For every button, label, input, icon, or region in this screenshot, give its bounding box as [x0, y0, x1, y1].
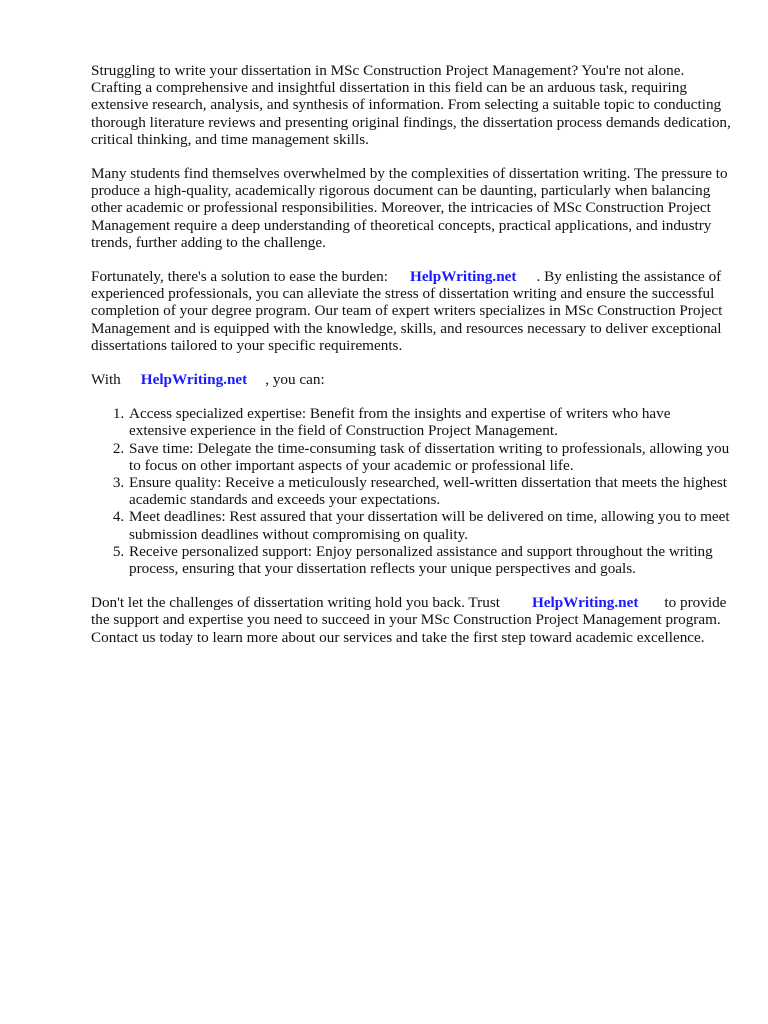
list-item: 3. Ensure quality: Receive a meticulously researched, well-written dissertation that meets the highest academic standards and exceeds your expectations.	[128, 474, 731, 508]
document-page	[91, 62, 731, 663]
list-item: 4. Meet deadlines: Rest assured that your dissertation will be delivered on time, allowing you to meet submission deadlines without compromising on quality.	[128, 508, 731, 542]
list-item: 5. Receive personalized support: Enjoy personalized assistance and support throughout the writing process, ensuring that your dissertation reflects your unique perspectives and goals.	[128, 543, 731, 577]
with-text-before: With	[91, 371, 121, 389]
closing-text-after: to provide the support and expertise you need to succeed in your MSc Construction Project Management program. Contact us today to learn more about our services and take the first step toward academic excellence.	[91, 594, 727, 646]
with-paragraph	[91, 371, 731, 388]
helpwriting-link[interactable]: HelpWriting.net	[410, 268, 517, 286]
closing-text-before: Don't let the challenges of dissertation writing hold you back. Trust	[91, 594, 500, 612]
challenge-paragraph: Many students find themselves overwhelmed by the complexities of dissertation writing. The pressure to produce a high-quality, academically rigorous document can be daunting, particularly when balancing other academic or professional responsibilities. Moreover, the intricacies of MSc Construction Project Management require a deep understanding of theoretical concepts, practical applications, and industry trends, further adding to the challenge.	[91, 165, 728, 251]
closing-paragraph	[91, 594, 731, 646]
benefits-list	[91, 405, 731, 577]
solution-text-before: Fortunately, there's a solution to ease the burden:	[91, 268, 388, 286]
helpwriting-link[interactable]: HelpWriting.net	[531, 594, 639, 612]
solution-text-after: . By enlisting the assistance of experienced professionals, you can alleviate the stress of dissertation writing and ensure the successful completion of your degree program. Our team of expert writers specializes in MSc Construction Project Management and is equipped with the knowledge, skills, and resources necessary to deliver exceptional dissertations tailored to your specific requirements.	[91, 268, 723, 354]
solution-paragraph	[91, 268, 731, 354]
list-item: 1. Access specialized expertise: Benefit from the insights and expertise of writers who have extensive experience in the field of Construction Project Management.	[128, 405, 731, 439]
with-text-after: , you can:	[265, 371, 325, 389]
list-item: 2. Save time: Delegate the time-consuming task of dissertation writing to professionals, allowing you to focus on other important aspects of your academic or professional life.	[128, 440, 731, 474]
helpwriting-link[interactable]: HelpWriting.net	[140, 371, 248, 389]
intro-paragraph: Struggling to write your dissertation in MSc Construction Project Management? You're not alone. Crafting a comprehensive and insightful dissertation in this field can be an arduous task, requiring extensive research, analysis, and synthesis of information. From selecting a suitable topic to conducting thorough literature reviews and presenting original findings, the dissertation process demands dedication, critical thinking, and time management skills.	[91, 62, 731, 148]
